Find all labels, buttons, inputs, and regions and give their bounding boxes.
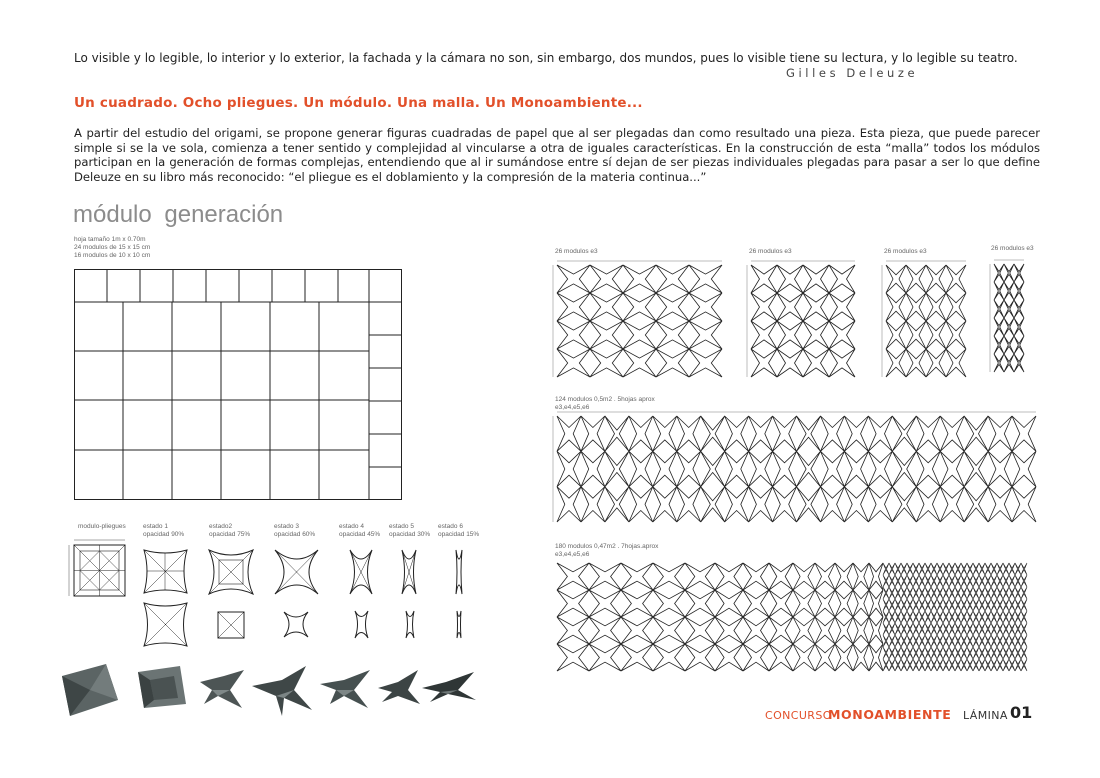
epigraph-quote: Lo visible y lo legible, lo interior y lo exterior, la fachada y la cámara no son, sin embargo, dos mundos, pues lo visible tiene su lectura, y lo legible su teatro. [74, 51, 1018, 65]
panel-1-label: 26 modulos e3 [555, 248, 598, 255]
state-6-name: estado 6 [438, 523, 463, 530]
state-5-opacity: opacidad 30% [389, 531, 431, 538]
intro-paragraph: A partir del estudio del origami, se propone generar figuras cuadradas de papel que al ser plegadas dan como resultado una pieza. Esta pieza, que puede parecer simple si se la ve sola, comienza a tener sentido y complejidad al vincularse a otra de iguales características. En la construcción de esta “malla” todos los módulos participan en la generación de formas complejas, entendiendo que al ir sumándose entre sí dejan de ser piezas individuales plegadas para pasar a ser lo que define Deleuze en su libro más reconocido: “el pliegue es el doblamiento y la compresión de la materia continua...” [74, 126, 1040, 184]
sheet-modules-15: 24 modulos de 15 x 15 cm [74, 244, 151, 251]
strip-1-label-line2: e3,e4,e5,e6 [555, 404, 590, 411]
strip-2-label-line2: e3,e4,e5,e6 [555, 551, 590, 558]
headline: Un cuadrado. Ocho pliegues. Un módulo. Una malla. Un Monoambiente... [74, 95, 643, 111]
state-2-name: estado2 [209, 523, 233, 530]
strip-1-label-line1: 124 modulos 0,5m2 . 5hojas aprox [555, 396, 655, 403]
footer-sheet-number: 01 [1010, 703, 1033, 722]
footer-concurso: CONCURSO [765, 709, 832, 722]
mesh-strip-2-dense [883, 563, 1027, 671]
state-4-opacity: opacidad 45% [339, 531, 381, 538]
state-4-name: estado 4 [339, 523, 364, 530]
strip-2-label-line1: 180 modulos 0,47m2 . 7hojas.aprox [555, 543, 659, 550]
mesh-panel-1 [553, 261, 722, 377]
mesh-panel-3 [882, 261, 966, 377]
mesh-strip-1 [553, 412, 1036, 522]
state-5-name: estado 5 [389, 523, 414, 530]
mesh-strip-2 [557, 563, 1027, 671]
footer-project: MONOAMBIENTE [828, 707, 952, 722]
epigraph-author: Gilles Deleuze [786, 66, 919, 80]
state-3-opacity: opacidad 60% [274, 531, 316, 538]
panel-3-label: 26 modulos e3 [884, 248, 927, 255]
state-2-opacity: opacidad 75% [209, 531, 251, 538]
panel-2-label: 26 modulos e3 [749, 248, 792, 255]
mesh-panel-4 [990, 260, 1024, 372]
state-label-modulo-pliegues: modulo-pliegues [78, 523, 126, 530]
footer-lamina: LÁMINA [963, 709, 1008, 722]
state-1-opacity: opacidad 90% [143, 531, 185, 538]
state-6-opacity: opacidad 15% [438, 531, 480, 538]
panel-4-label: 26 modulos e3 [991, 245, 1034, 252]
mesh-panel-2 [747, 261, 855, 377]
sheet-modules-10: 16 modulos de 10 x 10 cm [74, 252, 151, 259]
sheet-size: hoja tamaño 1m x 0.70m [74, 236, 146, 243]
section-title: módulo generación [73, 201, 284, 228]
state-3-name: estado 3 [274, 523, 299, 530]
state-1-name: estado 1 [143, 523, 168, 530]
